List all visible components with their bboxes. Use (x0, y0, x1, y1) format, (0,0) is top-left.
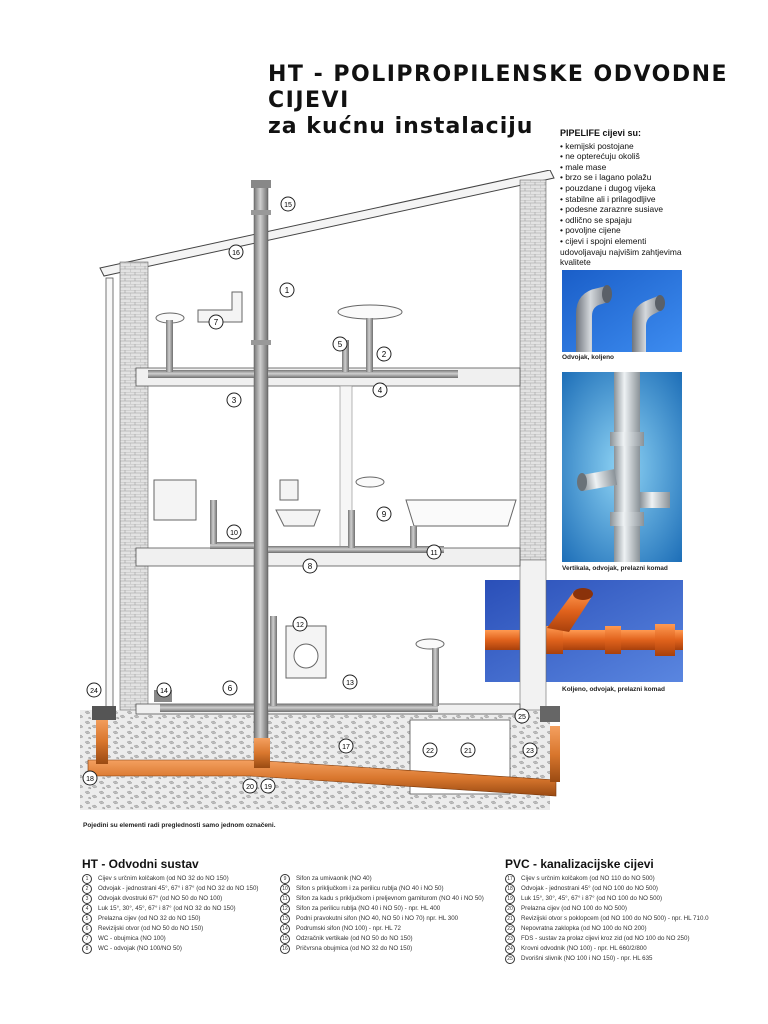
callout-12 (293, 617, 307, 631)
svg-text:6: 6 (227, 684, 233, 693)
legend-number: 24 (505, 944, 515, 954)
svg-text:18: 18 (86, 776, 94, 783)
callout-7 (209, 315, 223, 329)
washbasin-top-right (338, 305, 402, 319)
callout-5 (333, 337, 347, 351)
legend-item (505, 894, 709, 904)
benefit-item: • brzo se i lagano polažu (560, 172, 690, 183)
legend-item (82, 944, 258, 954)
legend-text: Odzračnik vertikale (od NO 50 do NO 150) (296, 935, 413, 942)
benefits-list (560, 141, 690, 268)
branch-pipe (432, 648, 439, 706)
branch-pipe (270, 616, 277, 706)
legend-number: 18 (505, 884, 515, 894)
callout-20 (243, 779, 257, 793)
legend-text: Krovni odvodnik (NO 100) - npr. HL 660/2/800 (521, 945, 647, 952)
legend-text: FDS - sustav za prolaz cijevi kroz zid (od NO 100 do NO 250) (521, 935, 690, 942)
legend-text: Cijev s určnim kolčakom (od NO 32 do NO 150) (98, 875, 229, 882)
callout-3 (227, 393, 241, 407)
branch-pipe (166, 320, 173, 372)
svg-text:1: 1 (284, 286, 290, 295)
ht-legend-col1 (82, 874, 258, 954)
legend-item (82, 874, 258, 884)
svg-text:22: 22 (426, 748, 434, 755)
legend-number: 9 (280, 874, 290, 884)
benefit-item: • stabilne ali i prilagodljive (560, 194, 690, 205)
pvc-legend (505, 874, 709, 964)
legend-number: 6 (82, 924, 92, 934)
callout-16 (229, 245, 243, 259)
callout-6 (223, 681, 237, 695)
svg-text:11: 11 (430, 550, 438, 557)
svg-text:9: 9 (381, 510, 387, 519)
callout-19 (261, 779, 275, 793)
pvc-legend-title: PVC - kanalizacijske cijevi (505, 857, 654, 871)
legend-text: Luk 15°, 30°, 45°, 67° i 87° (od NO 100 do NO 500) (521, 895, 663, 902)
washbasin-basement (416, 639, 444, 649)
photo-elbow-fittings (562, 270, 682, 352)
benefit-item: • odlično se spajaju (560, 215, 690, 226)
legend-text: Cijev s určnim kolčakom (od NO 110 do NO 500) (521, 875, 655, 882)
left-brick-wall (120, 262, 148, 710)
callout-markers (83, 197, 537, 793)
collector-pipe (268, 704, 438, 712)
callout-21 (461, 743, 475, 757)
legend-number: 3 (82, 894, 92, 904)
legend-item (280, 934, 484, 944)
svg-text:5: 5 (337, 340, 343, 349)
legend-number: 11 (280, 894, 290, 904)
legend-item (82, 934, 258, 944)
legend-text: Sifon za kadu s priključkom i preljevnom garniturom (NO 40 i NO 50) (296, 895, 484, 902)
legend-text: Revizijski otvor (od NO 50 do NO 150) (98, 925, 204, 932)
benefit-item: • male mase (560, 162, 690, 173)
stack-clamp (251, 340, 271, 345)
callout-22 (423, 743, 437, 757)
legend-number: 16 (280, 944, 290, 954)
photo-caption-3: Koljeno, odvojak, prelazni komad (562, 686, 665, 693)
benefit-item: • cijevi i spojni elementi udovoljavaju najvišim zahtjevima kvalitete (560, 236, 690, 268)
photo-caption-2: Vertikala, odvojak, prelazni komad (562, 565, 668, 572)
svg-text:10: 10 (230, 530, 238, 537)
right-brick-wall (520, 180, 546, 560)
legend-number: 12 (280, 904, 290, 914)
ht-legend-col2 (280, 874, 484, 954)
legend-number: 20 (505, 904, 515, 914)
stack-clamp (251, 210, 271, 215)
legend-number: 25 (505, 954, 515, 964)
washbasin-middle (356, 477, 384, 487)
legend-text: Sifon s priključkom i za perilicu rublja (NO 40 i NO 50) (296, 885, 444, 892)
bathtub (406, 500, 516, 526)
branch-pipe (148, 370, 254, 378)
photo-vertical-pipe (562, 372, 682, 562)
dishwasher (154, 480, 196, 520)
svg-text:7: 7 (213, 318, 219, 327)
svg-text:23: 23 (526, 748, 534, 755)
branch-pipe (210, 500, 217, 544)
collector-pipe (160, 704, 254, 712)
callout-25 (515, 709, 529, 723)
legend-text: WC - obujmica (NO 100) (98, 935, 166, 942)
legend-item (505, 944, 709, 954)
legend-text: Odvojak - jednostrani 45°, 67° i 87° (od NO 32 do NO 150) (98, 885, 259, 892)
legend-text: Luk 15°, 30°, 45°, 67° i 87° (od NO 32 do NO 150) (98, 905, 236, 912)
diagram-note: Pojedini su elementi radi preglednosti samo jednom označeni. (83, 822, 276, 829)
legend-item (280, 874, 484, 884)
yard-gully (540, 706, 560, 722)
toilet-middle (276, 480, 320, 526)
svg-text:15: 15 (284, 202, 292, 209)
legend-number: 19 (505, 894, 515, 904)
callout-15 (281, 197, 295, 211)
legend-number: 7 (82, 934, 92, 944)
legend-number: 21 (505, 914, 515, 924)
legend-number: 15 (280, 934, 290, 944)
branch-pipe (268, 546, 444, 553)
legend-number: 13 (280, 914, 290, 924)
legend-text: Dvorišni slivnik (NO 100 i NO 150) - npr. HL 635 (521, 955, 653, 962)
legend-number: 4 (82, 904, 92, 914)
callout-9 (377, 507, 391, 521)
legend-text: Odvojak - jednostrani 45° (od NO 100 do NO 500) (521, 885, 658, 892)
roof (100, 170, 554, 276)
legend-text: Prelazna cijev (od NO 100 do NO 500) (521, 905, 627, 912)
vent-cap (251, 180, 271, 188)
ht-legend-title: HT - Odvodni sustav (82, 857, 199, 871)
branch-pipe (410, 526, 417, 548)
legend-number: 2 (82, 884, 92, 894)
legend-number: 23 (505, 934, 515, 944)
legend-text: Podni pravokutni sifon (NO 40, NO 50 i NO 70) npr. HL 300 (296, 915, 459, 922)
right-wall-lower (520, 560, 546, 710)
callout-10 (227, 525, 241, 539)
legend-text: Sifon za umivaonik (NO 40) (296, 875, 372, 882)
legend-item (280, 904, 484, 914)
legend-item (82, 924, 258, 934)
legend-number: 22 (505, 924, 515, 934)
benefit-item: • podesne zaraznre susiave (560, 204, 690, 215)
branch-pipe (268, 370, 458, 378)
svg-text:8: 8 (307, 562, 313, 571)
roof-gully (92, 706, 116, 720)
legend-item (82, 914, 258, 924)
legend-item (280, 894, 484, 904)
legend-number: 5 (82, 914, 92, 924)
legend-text: Pričvrsna obujmica (od NO 32 do NO 150) (296, 945, 413, 952)
callout-4 (373, 383, 387, 397)
legend-item (505, 874, 709, 884)
vertical-stack (254, 184, 268, 764)
legend-text: Odvojak dvostruki 67° (od NO 50 do NO 100) (98, 895, 223, 902)
legend-item (505, 904, 709, 914)
callout-13 (343, 675, 357, 689)
pvc-yard-drain-pipe (550, 726, 560, 782)
callout-23 (523, 743, 537, 757)
svg-text:2: 2 (381, 350, 387, 359)
benefit-item: • pouzdane i dugog vijeka (560, 183, 690, 194)
legend-item (280, 924, 484, 934)
pvc-transition (254, 738, 270, 768)
svg-text:20: 20 (246, 784, 254, 791)
branch-pipe (366, 318, 373, 372)
legend-number: 17 (505, 874, 515, 884)
callout-17 (339, 739, 353, 753)
callout-14 (157, 683, 171, 697)
benefit-item: • kemijski postojane (560, 141, 690, 152)
title-line-1: HT - POLIPROPILENSKE ODVODNE CIJEVI (268, 62, 729, 113)
legend-text: WC - odvojak (NO 100/NO 50) (98, 945, 182, 952)
svg-text:4: 4 (377, 386, 383, 395)
benefits-heading: PIPELIFE cijevi su: (560, 128, 642, 138)
washing-machine-door (294, 644, 318, 668)
legend-item (505, 954, 709, 964)
callout-1 (280, 283, 294, 297)
svg-text:19: 19 (264, 784, 272, 791)
legend-item (505, 914, 709, 924)
title-line-2: za kućnu instalaciju (268, 114, 534, 139)
legend-text: Revizijski otvor s poklopcem (od NO 100 do NO 500) - npr. HL 710.0 (521, 915, 709, 922)
legend-item (505, 924, 709, 934)
page-title (268, 62, 768, 140)
legend-number: 8 (82, 944, 92, 954)
legend-text: Nepovratna zaklopka (od NO 100 do NO 200) (521, 925, 647, 932)
legend-item (82, 904, 258, 914)
benefits-box (560, 128, 690, 268)
callout-8 (303, 559, 317, 573)
pvc-roof-drain-pipe (96, 718, 108, 764)
svg-text:24: 24 (90, 688, 98, 695)
callout-24 (87, 683, 101, 697)
svg-text:21: 21 (464, 748, 472, 755)
legend-item (280, 884, 484, 894)
svg-text:12: 12 (296, 622, 304, 629)
legend-item (505, 934, 709, 944)
photo-caption-1: Odvojak, koljeno (562, 354, 615, 361)
svg-text:17: 17 (342, 744, 350, 751)
legend-item (82, 884, 258, 894)
legend-number: 10 (280, 884, 290, 894)
svg-text:16: 16 (232, 250, 240, 257)
svg-text:25: 25 (518, 714, 526, 721)
benefit-item: • povoljne cijene (560, 225, 690, 236)
legend-item (280, 914, 484, 924)
callout-18 (83, 771, 97, 785)
legend-text: Prelazna cijev (od NO 32 do NO 150) (98, 915, 201, 922)
svg-text:14: 14 (160, 688, 168, 695)
callout-11 (427, 545, 441, 559)
legend-item (82, 894, 258, 904)
downpipe (106, 278, 113, 708)
legend-number: 14 (280, 924, 290, 934)
callout-2 (377, 347, 391, 361)
house-drainage-diagram (70, 170, 560, 810)
legend-item (505, 884, 709, 894)
legend-text: Podrumski sifon (NO 100) - npr. HL 72 (296, 925, 401, 932)
svg-text:13: 13 (346, 680, 354, 687)
legend-text: Sifon za perilicu rublja (NO 40 i NO 50) - npr. HL 400 (296, 905, 441, 912)
benefit-item: • ne opterećuju okoliš (560, 151, 690, 162)
branch-pipe (348, 510, 355, 548)
legend-item (280, 944, 484, 954)
legend-number: 1 (82, 874, 92, 884)
svg-text:3: 3 (231, 396, 237, 405)
